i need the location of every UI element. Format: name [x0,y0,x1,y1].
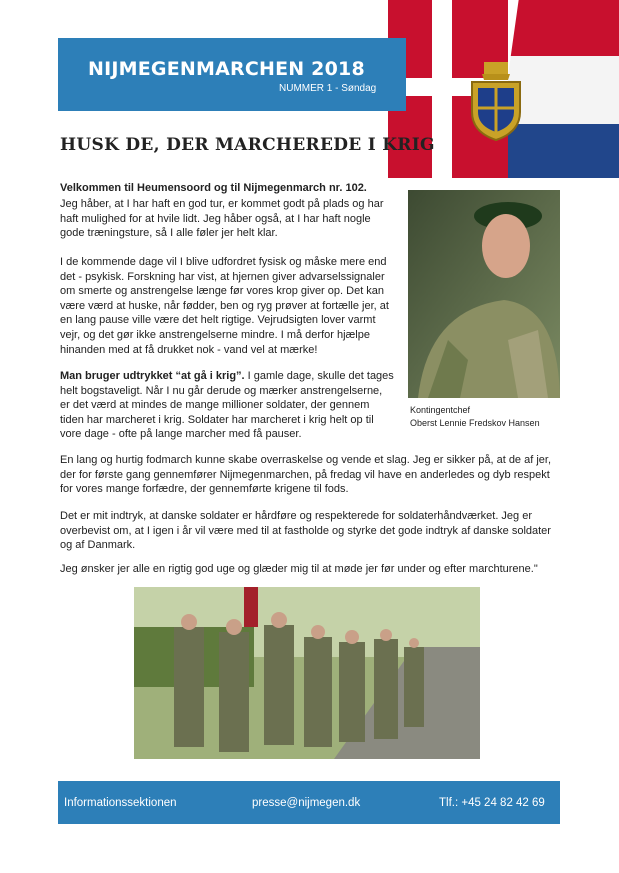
footer-email[interactable]: presse@nijmegen.dk [252,797,361,809]
paragraph-5: Det er mit indtryk, at danske soldater er hårdføre og respekterede for soldaterhåndværket. Jeg er overbevist om, at I igen i år vil være med til at fastholde og styrke det gode indtryk af danske soldater og af Danmark. [60,510,551,552]
coat-of-arms-icon [464,60,528,142]
paragraph-3-lead: Man bruger udtrykket “at gå i krig”. [60,370,245,382]
portrait-photo [408,190,560,398]
caption-name: Oberst Lennie Fredskov Hansen [410,418,540,428]
officer-portrait-image [408,190,560,398]
paragraph-2: I de kommende dage vil I blive udfordret fysisk og måske mere end det - psykisk. Forskning har vist, at hjernen giver advarselssignaler om smerte og anstrengelse længe før vores krop giver op. Det kan være værd at huske, når fødder, ben og ryg prøver at fortælle jer, at en lang pause ville være det helt rigtige. Vejrudsigten lover varmt vejr, og det gør ikke anstrengelserne mindre. I må derfor hjælpe hinanden med at få drukket nok - vand vel at mærke! [60,256,389,356]
paragraph-3-body: I gamle dage, skulle det tages helt bogstaveligt. Når I nu går derude og mærker anstrengelserne, er det værd at mindes de mange millioner soldater, der gennem tiden har marcheret i krig. Soldater har marcheret i krig helt op til vore dage - ofte på lange marcher med få pauser. [60,370,394,441]
footer-section: Informationssektionen [64,797,177,809]
caption-role: Kontingentchef [410,405,471,415]
paragraph-6: Jeg ønsker jer alle en rigtig god uge og glæder mig til at møde jer før under og efter marchturene." [60,563,538,575]
paragraph-1: Jeg håber, at I har haft en god tur, er kommet godt på plads og har haft mulighed for at hvile lidt. Jeg håber også, at I har haft nogle gode træningsture, så I alle føler jer helt klar. [60,198,384,240]
issue-subtitle: NUMMER 1 - Søndag [279,83,377,94]
intro-text: Velkommen til Heumensoord og til Nijmegenmarch nr. 102. [60,182,367,194]
footer-phone: Tlf.: +45 24 82 42 69 [439,797,545,809]
article-headline: HUSK DE, DER MARCHEREDE I KRIG [60,135,435,155]
portrait-caption [410,404,540,430]
newsletter-title: NIJMEGENMARCHEN 2018 [88,58,365,80]
march-photo [134,587,480,759]
soldiers-marching-image [134,587,480,759]
paragraph-4: En lang og hurtig fodmarch kunne skabe overraskelse og vende et slag. Jeg er sikker på, at de af jer, der for første gang gennemfører Nijmegenmarchen, på fredag vil have en anderledes og dyb respekt for vores mange forfædre, der gennemførte krigene til fods. [60,454,552,496]
paragraph-3 [60,369,394,442]
footer-band [58,781,560,824]
